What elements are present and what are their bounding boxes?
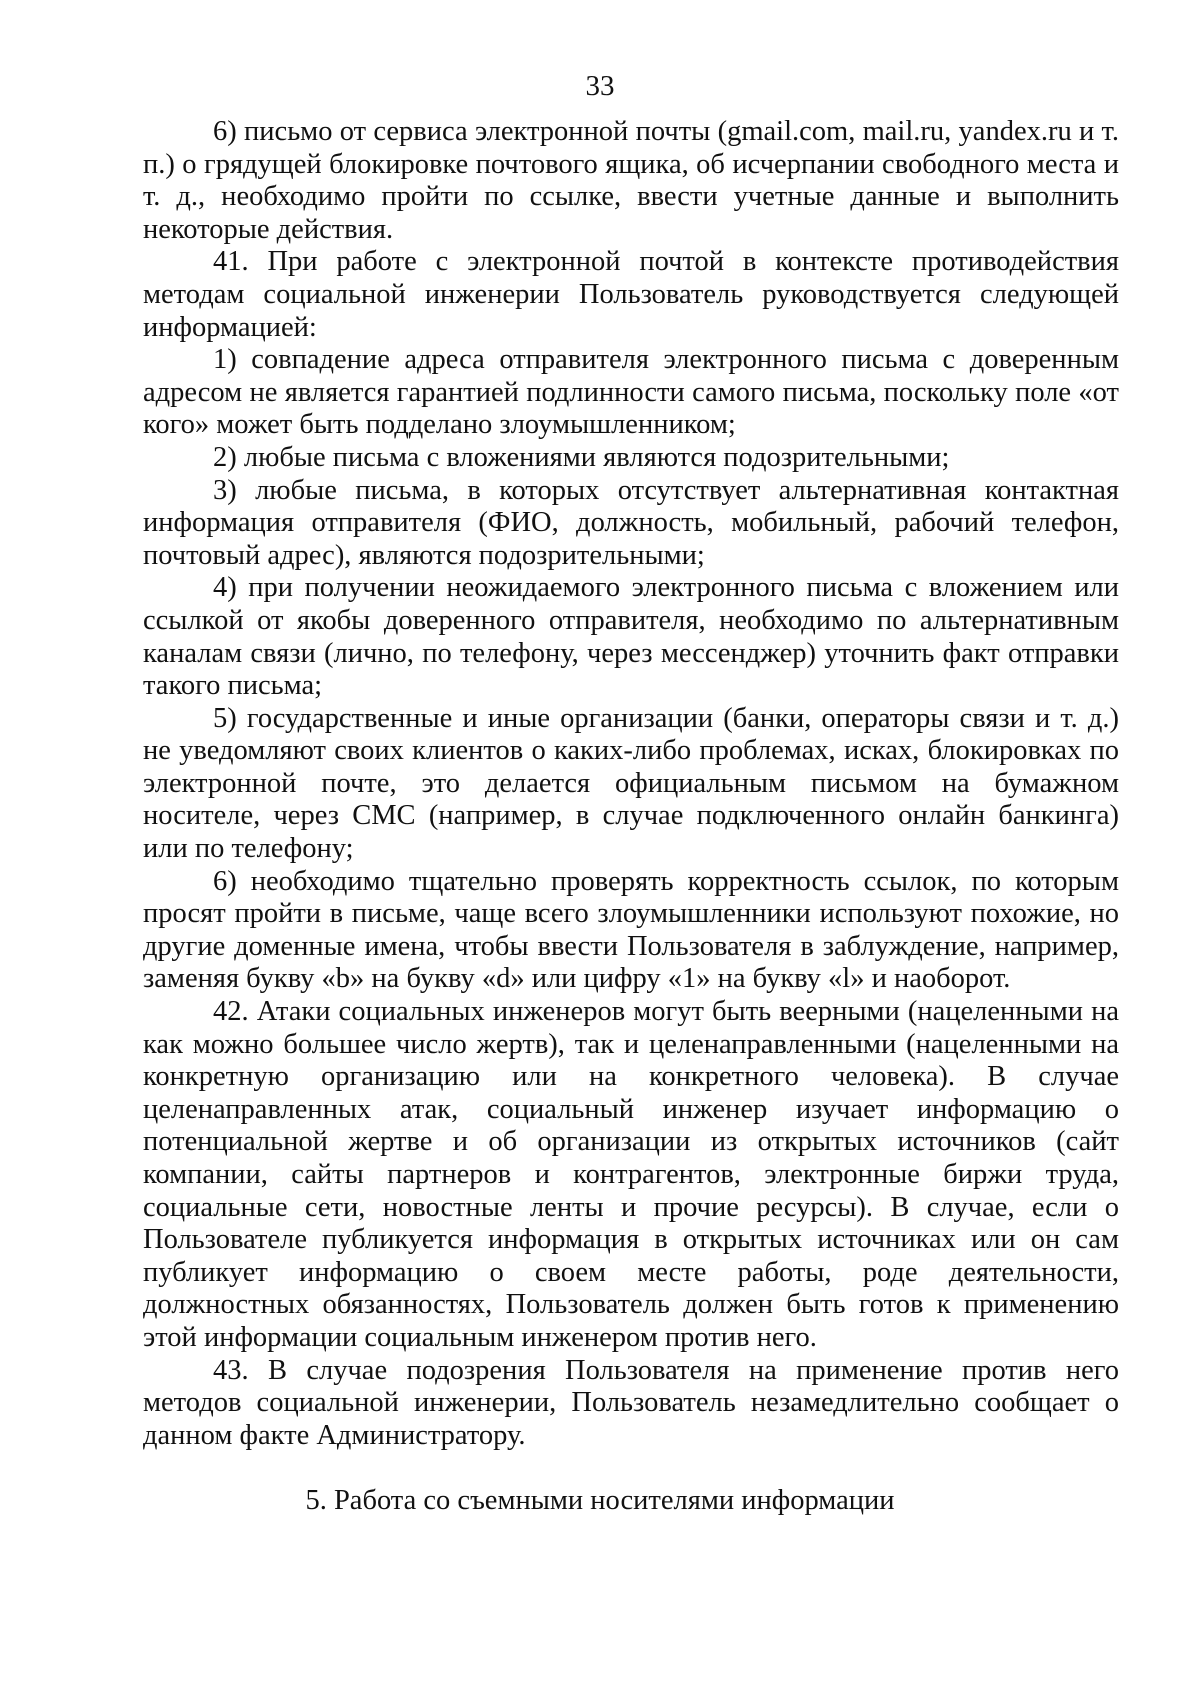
document-body: [143, 116, 1119, 1452]
paragraph-41-item-6: 6) необходимо тщательно проверять корректность ссылок, по которым просят пройти в письме, чаще всего злоумышленники используют похожие, но другие доменные имена, чтобы ввести Пользователя в заблуждение, например, заменяя букву «b» на букву «d» или цифру «1» на букву «l» и наоборот.: [143, 865, 1119, 995]
paragraph-item-6-phishing-email: 6) письмо от сервиса электронной почты (gmail.com, mail.ru, yandex.ru и т. п.) о грядущей блокировке почтового ящика, об исчерпании свободного места и т. д., необходимо пройти по ссылке, ввести учетные данные и выполнить некоторые действия.: [143, 116, 1119, 245]
paragraph-41-item-5: 5) государственные и иные организации (банки, операторы связи и т. д.) не уведомляют своих клиентов о каких-либо проблемах, исках, блокировках по электронной почте, это делается официальным письмом на бумажном носителе, через СМС (например, в случае подключенного онлайн банкинга) или по телефону;: [143, 702, 1119, 865]
paragraph-41-item-2: 2) любые письма с вложениями являются подозрительными;: [213, 441, 950, 473]
paragraph-42: 42. Атаки социальных инженеров могут быть веерными (нацеленными на как можно большее число жертв), так и целенаправленными (нацеленными на конкретную организацию или на конкретного человека). В случае целенаправленных атак, социальный инженер изучает информацию о потенциальной жертве и об организации из открытых источников (сайт компании, сайты партнеров и контрагентов, электронные биржи труда, социальные сети, новостные ленты и прочие ресурсы). В случае, если о Пользователе публикуется информация в открытых источниках или он сам публикует информацию о своем месте работы, роде деятельности, должностных обязанностях, Пользователь должен быть готов к применению этой информации социальным инженером против него.: [143, 996, 1119, 1353]
section-heading: 5. Работа со съемными носителями информации: [305, 1485, 895, 1516]
paragraph-41-item-4: 4) при получении неожидаемого электронного письма с вложением или ссылкой от якобы доверенного отправителя, необходимо по альтернативным каналам связи (лично, по телефону, через мессенджер) уточнить факт отправки такого письма;: [143, 572, 1119, 702]
paragraph-41-item-1: 1) совпадение адреса отправителя электронного письма с доверенным адресом не является гарантией подлинности самого письма, поскольку поле «от кого» может быть подделано злоумышленником;: [143, 344, 1119, 441]
paragraph-43: 43. В случае подозрения Пользователя на применение против него методов социальной инженерии, Пользователь незамедлительно сообщает о данном факте Администратору.: [143, 1354, 1119, 1451]
page-number: 33: [585, 70, 615, 102]
paragraph-41-item-3: 3) любые письма, в которых отсутствует альтернативная контактная информация отправителя (ФИО, должность, мобильный, рабочий телефон, почтовый адрес), являются подозрительными;: [143, 474, 1119, 571]
paragraph-41: 41. При работе с электронной почтой в контексте противодействия методам социальной инженерии Пользователь руководствуется следующей информацией:: [143, 246, 1119, 343]
